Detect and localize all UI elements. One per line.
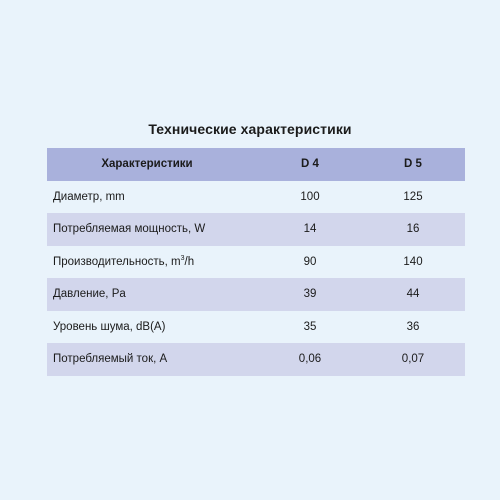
row-value-d5: 125: [403, 190, 423, 203]
row-label: [47, 246, 259, 279]
specifications-table: [47, 148, 465, 376]
table-row: [47, 343, 465, 376]
row-label: Уровень шума, dB(A): [53, 320, 166, 333]
row-value-d4: 0,06: [298, 353, 322, 366]
table-header-row: [47, 148, 465, 181]
row-value-d4: 35: [303, 320, 317, 333]
row-label: Давление, Pa: [53, 288, 126, 301]
header-d4: D 4: [301, 158, 319, 171]
row-value-d5: 0,07: [401, 353, 425, 366]
row-value-d5: 16: [406, 223, 420, 236]
row-value-d5: 36: [406, 320, 420, 333]
table-row: [47, 246, 465, 279]
table-row: [47, 278, 465, 311]
row-label-superscript: 3: [180, 254, 185, 262]
row-label-main: Производительность, m: [53, 255, 181, 268]
header-characteristics: Характеристики: [101, 158, 193, 171]
row-label: Потребляемый ток, A: [53, 353, 168, 366]
table-row: [47, 311, 465, 344]
row-label-tail: /h: [184, 255, 195, 268]
header-d5: D 5: [404, 158, 422, 171]
table-row: [47, 181, 465, 214]
table-row: [47, 213, 465, 246]
row-value-d4: 39: [303, 288, 317, 301]
row-label: Диаметр, mm: [53, 190, 125, 203]
row-label: Потребляемая мощность, W: [53, 223, 206, 236]
row-value-d4: 90: [303, 255, 317, 268]
row-value-d5: 140: [403, 255, 423, 268]
row-value-d4: 100: [300, 190, 320, 203]
row-value-d5: 44: [406, 288, 420, 301]
row-value-d4: 14: [303, 223, 317, 236]
page-title: Технические характеристики: [148, 121, 352, 137]
